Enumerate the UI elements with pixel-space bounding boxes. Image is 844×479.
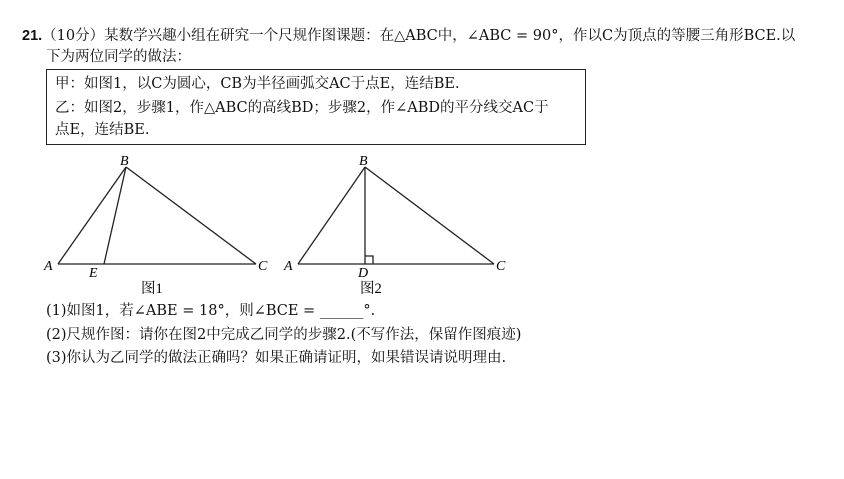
fig2-right-angle-mark bbox=[365, 256, 373, 264]
fig1-label-a: A bbox=[44, 259, 53, 274]
fig2-label-a: A bbox=[284, 259, 293, 274]
fig1-segment-be bbox=[104, 167, 126, 264]
question-line-2: 下为两位同学的做法： bbox=[46, 49, 191, 65]
fig1-side-ab bbox=[58, 167, 126, 264]
fig1-label-b: B bbox=[120, 154, 129, 169]
fig1-label-c: C bbox=[258, 259, 268, 274]
question-text-1: （10分）某数学兴趣小组在研究一个尺规作图课题：在△ABC中，∠ABC = 90°，作以C为顶点的等腰三角形BCE.以 bbox=[42, 28, 796, 44]
fig1-side-bc bbox=[126, 167, 256, 264]
question-number: 21. bbox=[22, 28, 43, 44]
method-yi-line-2: 点E，连结BE. bbox=[55, 122, 150, 138]
fig2-side-bc bbox=[365, 167, 494, 264]
fig2-side-ab bbox=[298, 167, 365, 264]
fig1-label-e: E bbox=[89, 266, 98, 281]
fig2-label-b: B bbox=[359, 154, 368, 169]
part-1: (1)如图1，若∠ABE = 18°，则∠BCE = ______°. bbox=[46, 303, 376, 319]
fig1-caption: 图1 bbox=[141, 281, 163, 297]
part-3: (3)你认为乙同学的做法正确吗？如果正确请证明，如果错误请说明理由. bbox=[46, 350, 507, 366]
part-2: (2)尺规作图：请你在图2中完成乙同学的步骤2.(不写作法，保留作图痕迹) bbox=[46, 327, 522, 343]
figure-2 bbox=[298, 167, 494, 264]
fig2-label-d: D bbox=[358, 266, 369, 281]
method-jia: 甲：如图1，以C为圆心，CB为半径画弧交AC于点E，连结BE. bbox=[55, 76, 460, 92]
fig2-label-c: C bbox=[496, 259, 506, 274]
method-yi-line-1: 乙：如图2，步骤1，作△ABC的高线BD；步骤2，作∠ABD的平分线交AC于 bbox=[55, 100, 549, 116]
fig2-caption: 图2 bbox=[360, 281, 382, 297]
figure-1 bbox=[58, 167, 256, 264]
